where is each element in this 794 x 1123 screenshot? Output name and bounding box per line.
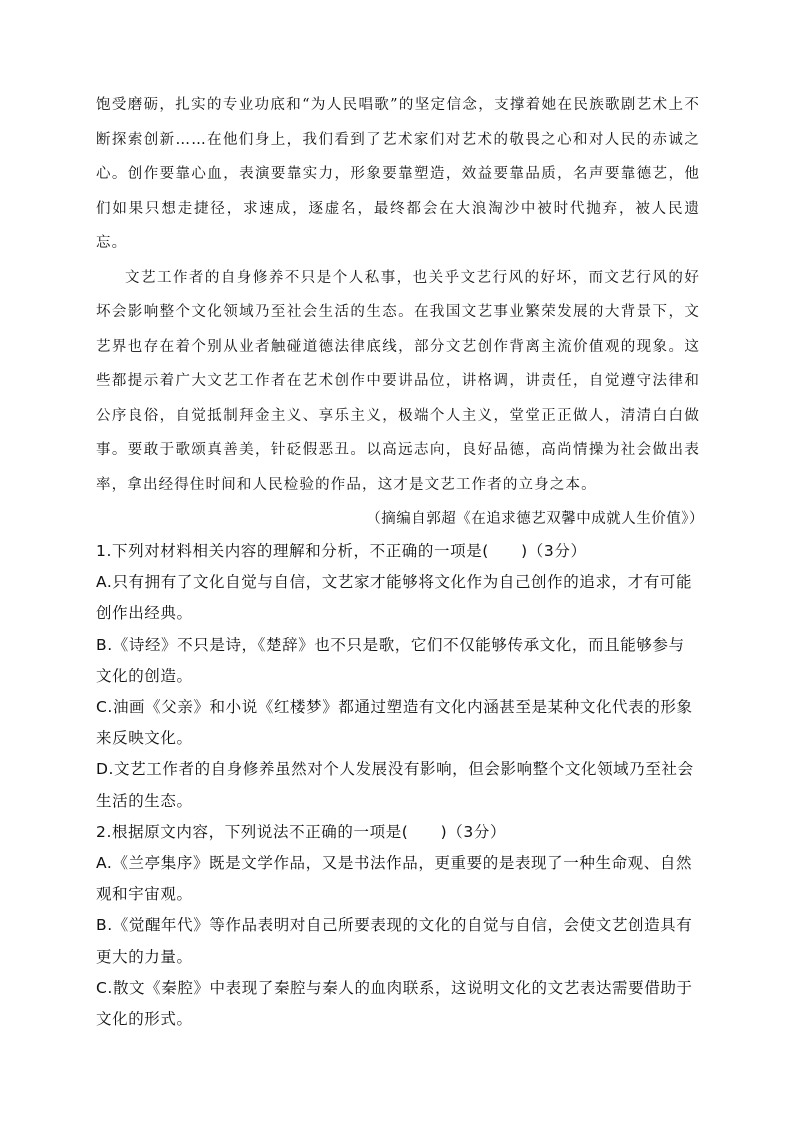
question-2-stem: 2.根据原文内容，下列说法不正确的一项是( )（3分） — [96, 822, 507, 841]
question-1-option-b: B.《诗经》不只是诗，《楚辞》也不只是歌，它们不仅能够传承文化，而且能够参与文化的创造。 — [96, 635, 685, 685]
reading-passage — [96, 88, 700, 502]
questions-section — [96, 536, 700, 1035]
question-2-option-a: A.《兰亭集序》既是文学作品，又是书法作品，更重要的是表现了一种生命观、自然观和宇宙观。 — [96, 854, 693, 904]
passage-paragraph-1: 饱受磨砺，扎实的专业功底和“为人民唱歌”的坚定信念，支撑着她在民族歌剧艺术上不断探索创新……在他们身上，我们看到了艺术家们对艺术的敬畏之心和对人民的赤诚之心。创作要靠心血，表演要靠实力，形象要靠塑造，效益要靠品质，名声要靠德艺，他们如果只想走捷径，求速成，逐虚名，最终都会在大浪淘沙中被时代抛弃，被人民遗忘。 — [96, 97, 700, 251]
question-1-option-a: A.只有拥有了文化自觉与自信，文艺家才能够将文化作为自己创作的追求，才有可能创作出经典。 — [96, 573, 693, 623]
question-1-option-d: D.文艺工作者的自身修养虽然对个人发展没有影响，但会影响整个文化领域乃至社会生活的生态。 — [96, 760, 694, 810]
passage-source: （摘编自郭超《在追求德艺双馨中成就人生价值》） — [366, 511, 704, 527]
passage-paragraph-2: 文艺工作者的自身修养不只是个人私事，也关乎文艺行风的好坏，而文艺行风的好坏会影响整个文化领域乃至社会生活的生态。在我国文艺事业繁荣发展的大背景下，文艺界也存在着个别从业者触碰道德法律底线，部分文艺创作背离主流价值观的现象。这些都提示着广大文艺工作者在艺术创作中要讲品位，讲格调，讲责任，自觉遵守法律和公序良俗，自觉抵制拜金主义、享乐主义，极端个人主义，堂堂正正做人，清清白白做事。要敢于歌颂真善美，针砭假恶丑。以高远志向，良好品德，高尚情操为社会做出表率，拿出经得住时间和人民检验的作品，这才是文艺工作者的立身之本。 — [96, 269, 700, 493]
question-2-option-b: B.《觉醒年代》等作品表明对自己所要表现的文化的自觉与自信，会使文艺创造具有更大的力量。 — [96, 916, 693, 966]
question-1-option-c: C.油画《父亲》和小说《红楼梦》都通过塑造有文化内涵甚至是某种文化代表的形象来反映文化。 — [96, 698, 693, 748]
question-1-stem: 1.下列对材料相关内容的理解和分析，不正确的一项是( )（3分） — [96, 542, 587, 560]
question-2-option-c: C.散文《秦腔》中表现了秦腔与秦人的血肉联系，这说明文化的文艺表达需要借助于文化的形式。 — [96, 978, 693, 1029]
document-page — [96, 88, 704, 1035]
